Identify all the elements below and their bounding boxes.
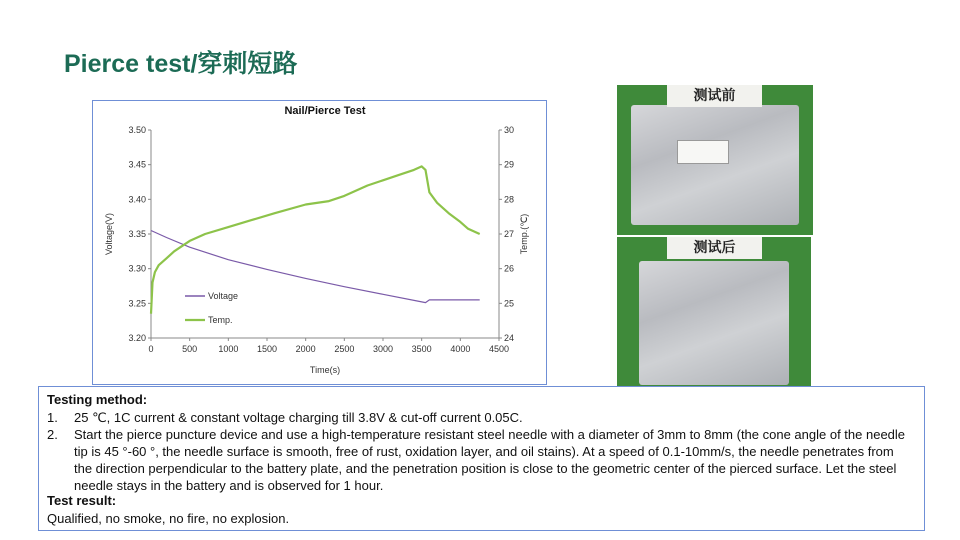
y2-tick-label: 26 xyxy=(504,263,515,274)
method-item-2 xyxy=(47,426,913,494)
series-line-temp xyxy=(151,166,480,313)
x-tick-label: 3500 xyxy=(411,344,432,354)
method-item-1 xyxy=(47,409,913,426)
x-tick-label: 1000 xyxy=(218,344,239,354)
photo-before-test xyxy=(617,85,813,235)
chart-frame xyxy=(92,100,547,385)
y2-tick-label: 30 xyxy=(504,125,515,135)
x-tick-label: 2500 xyxy=(334,344,355,354)
method-heading: Testing method: xyxy=(47,392,148,407)
y2-tick-label: 27 xyxy=(504,229,515,239)
photo-before-label: 测试前 xyxy=(667,85,762,107)
result-text: Qualified, no smoke, no fire, no explosion. xyxy=(47,511,290,526)
y-tick-label: 3.35 xyxy=(128,229,146,239)
result-heading: Test result: xyxy=(47,493,117,508)
x-tick-label: 4500 xyxy=(488,344,510,354)
cell-label-sticker xyxy=(677,140,729,164)
y-tick-label: 3.20 xyxy=(128,333,146,343)
method-item-number: 1. xyxy=(47,410,58,425)
y2-tick-label: 24 xyxy=(504,333,515,343)
y-tick-label: 3.40 xyxy=(128,194,146,205)
legend-label: Voltage xyxy=(208,291,239,301)
test-info-box xyxy=(38,386,925,531)
y-axis-label: Voltage(V) xyxy=(104,212,114,256)
x-tick-label: 0 xyxy=(148,344,154,354)
y2-tick-label: 25 xyxy=(504,298,515,309)
y-tick-label: 3.50 xyxy=(128,125,146,135)
x-axis-label: Time(s) xyxy=(309,365,341,375)
photo-after-test xyxy=(617,237,811,390)
y-tick-label: 3.25 xyxy=(128,298,146,309)
photo-after-label: 测试后 xyxy=(667,237,762,259)
method-item-text: Start the pierce puncture device and use a high-temperature resistant steel needle with a diameter of 3mm to 8mm (the cone angle of the needle tip is 45 °-60 °, the needle surface is smooth, free of rust, oxidation layer, and oil stains). At a speed of 0.1-10mm/s, the needle penetrates from the direction perpendicular to the battery plate, and the penetration position is close to the geometric center of the pierced surface. Let the steel needle stays in the battery and is observed for 1 hour. xyxy=(74,427,906,493)
slide-title: Pierce test/穿刺短路 xyxy=(64,50,298,78)
x-tick-label: 2000 xyxy=(295,344,316,354)
chart-title: Nail/Pierce Test xyxy=(284,105,366,117)
battery-cell-before xyxy=(631,105,799,225)
x-tick-label: 3000 xyxy=(372,344,394,354)
x-tick-label: 1500 xyxy=(256,344,278,354)
method-item-number: 2. xyxy=(47,427,58,442)
y2-tick-label: 28 xyxy=(504,194,515,205)
y2-axis-label: Temp.(℃) xyxy=(519,213,529,255)
y-tick-label: 3.45 xyxy=(128,159,146,170)
x-tick-label: 500 xyxy=(182,344,198,354)
legend-label: Temp. xyxy=(208,315,233,325)
y2-tick-label: 29 xyxy=(504,159,515,170)
method-item-text: 25 ℃, 1C current & constant voltage charging till 3.8V & cut-off current 0.05C. xyxy=(74,410,523,425)
x-tick-label: 4000 xyxy=(450,344,471,354)
battery-cell-after xyxy=(639,261,789,385)
nail-pierce-chart xyxy=(93,101,546,384)
series-line-voltage xyxy=(151,231,480,303)
y-tick-label: 3.30 xyxy=(128,263,146,274)
